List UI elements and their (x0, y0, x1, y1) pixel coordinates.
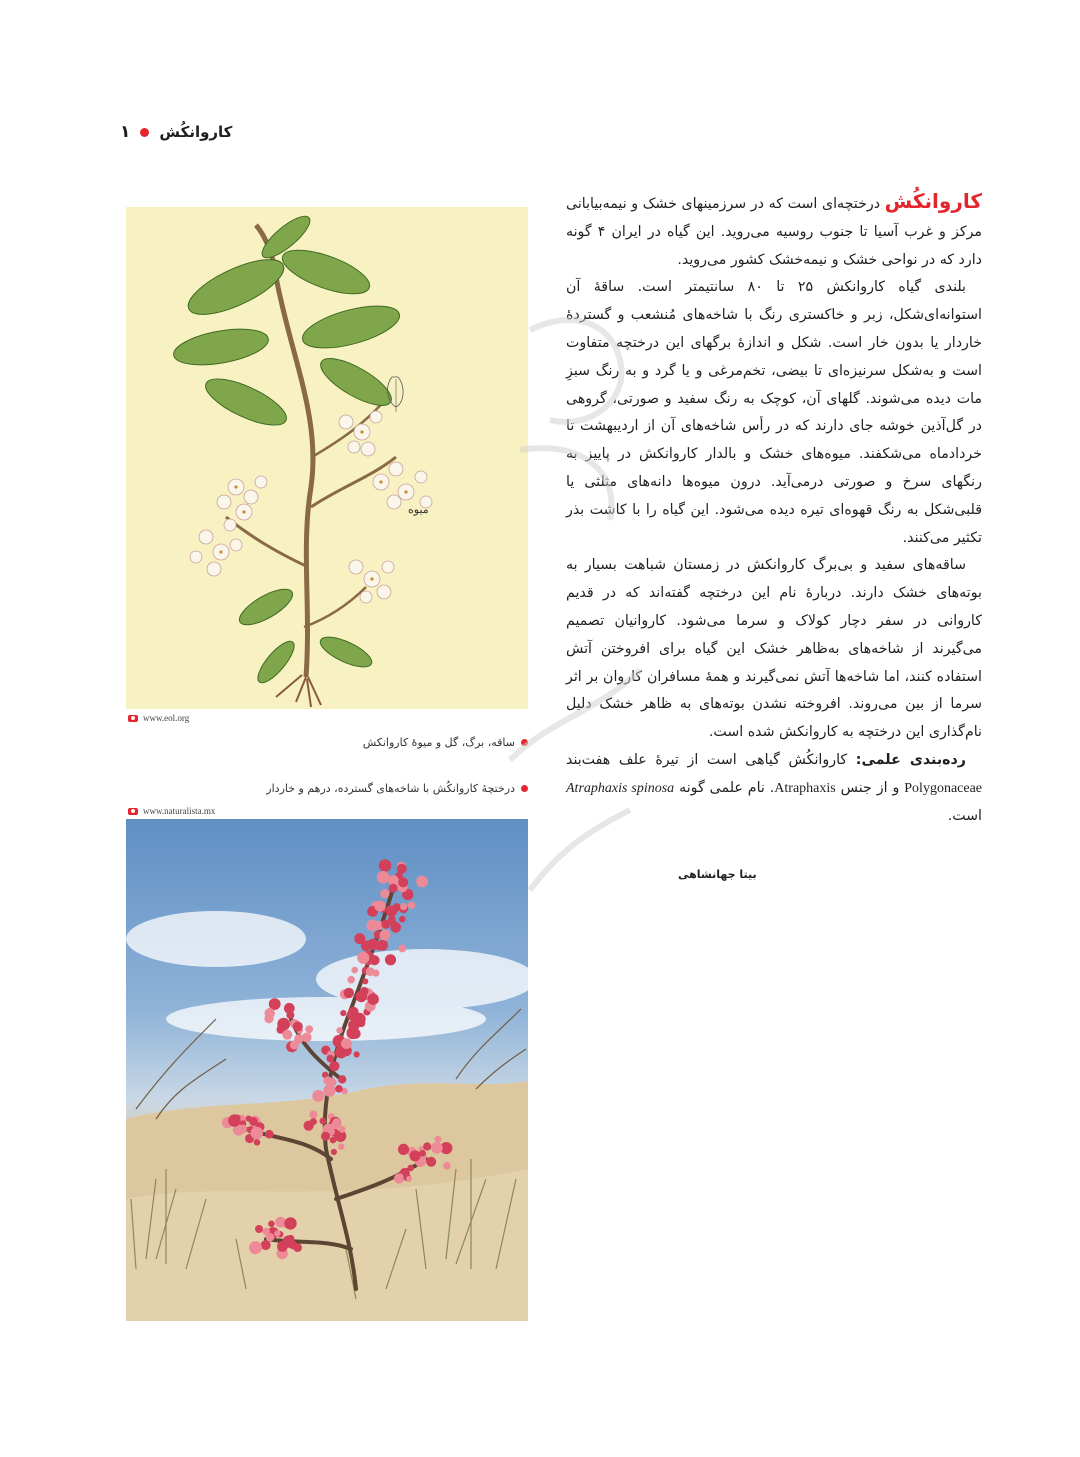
blossom (399, 916, 406, 923)
blossom (265, 1130, 274, 1139)
classification-label: رده‌بندی علمی: (855, 751, 966, 768)
species-name: Atraphaxis spinosa (566, 780, 675, 796)
blossom (367, 920, 379, 932)
blossom (350, 1029, 360, 1039)
blossom (331, 1120, 340, 1129)
botanical-illustration (126, 207, 528, 709)
camera-icon (128, 715, 138, 722)
blossom (348, 1007, 358, 1017)
blossom (255, 1225, 263, 1233)
blossom (406, 1176, 412, 1182)
blossom (394, 1173, 404, 1183)
blossom (385, 954, 396, 965)
credit-text: www.eol.org (143, 713, 190, 723)
shrub-photograph (126, 819, 528, 1321)
blossom (354, 1051, 360, 1057)
blossom (443, 1162, 451, 1170)
blossom (284, 1003, 295, 1014)
blossom (321, 1132, 330, 1141)
bullet-dot-icon (521, 739, 528, 746)
family-name: Polygonaceae (904, 780, 983, 796)
image-credit-top (128, 713, 189, 723)
blossom (407, 1165, 414, 1172)
blossom (312, 1090, 324, 1102)
blossom (266, 1008, 273, 1015)
paragraph-1-text: درختچه‌ای است که در سرزمینهای خشک و نیمه‌بیابانی مرکز و غرب آسیا تا جنوب روسیه می‌روید. این گیاه در ایران ۴ گونه دارد که در نواحی خشک و نیمه‌خشک کشور می‌روید. (566, 196, 982, 268)
blossom (354, 933, 365, 944)
paragraph-3: ساقه‌های سفید و بی‌برگ کاروانکش در زمستان شباهت بسیار به بوته‌های خشک دارند. دربارهٔ نام این درختچه گفته‌اند که در قدیم کاروانی در سفر دچار کولاک و سرما می‌شود. کاروانیان تصمیم می‌گیرند از شاخه‌های به‌ظاهر خشک این گیاه برای افروختن آتش استفاده کنند، اما شاخه‌ها آتش نمی‌گیرند و همهٔ مسافران کاروان بر اثر سرما از بین می‌روند. افروخته نشدن بوته‌های به ظاهر خشک دلیل نام‌گذاری این درختچه به کاروانکش شده است. (566, 557, 982, 741)
blossom (367, 939, 379, 951)
blossom (393, 903, 401, 911)
blossom (282, 1030, 292, 1040)
shrub-drawing (126, 819, 528, 1321)
paragraph-1 (566, 188, 982, 274)
blossom (426, 1157, 436, 1167)
blossom (335, 1085, 343, 1093)
blossom (410, 1150, 421, 1161)
bullet-dot-icon (521, 785, 528, 792)
blossom (249, 1117, 258, 1126)
blossom (416, 876, 428, 888)
blossom (389, 884, 398, 893)
article-body (566, 188, 983, 881)
classification-text-b: و از جنس (835, 779, 905, 796)
blossom (249, 1241, 262, 1254)
blossom (294, 1034, 303, 1043)
classification-text-c: . نام علمی گونه (674, 779, 775, 796)
blossom (338, 1143, 345, 1150)
blossom (351, 967, 358, 974)
blossom (369, 955, 379, 965)
blossom (277, 1018, 290, 1031)
blossom (374, 901, 385, 912)
camera-icon (128, 808, 138, 815)
blossom (431, 1142, 443, 1154)
blossom (398, 1144, 409, 1155)
headword: کاروانکُش (884, 189, 982, 213)
running-head (120, 122, 232, 142)
genus-name: Atraphaxis (774, 780, 836, 796)
blossom (423, 1142, 431, 1150)
blossom (400, 903, 407, 910)
blossom (388, 915, 395, 922)
blossom (336, 1027, 343, 1034)
blossom (309, 1111, 317, 1119)
blossom (380, 889, 389, 898)
blossom (366, 967, 375, 976)
blossom (284, 1217, 296, 1229)
caption-top (363, 736, 528, 749)
blossom (261, 1240, 271, 1250)
caption-bottom (266, 782, 528, 795)
caption-text: درختچهٔ کاروانکُش با شاخه‌های گسترده، درهم و خاردار (266, 782, 515, 795)
blossom (262, 1228, 270, 1236)
blossom (408, 901, 416, 909)
blossom (380, 930, 391, 941)
blossom (357, 952, 369, 964)
blossom (347, 976, 355, 984)
fruit-label: میوه (408, 503, 429, 516)
blossom (362, 978, 368, 984)
page-number: ۱ (120, 122, 131, 142)
image-credit-bottom (128, 806, 215, 816)
plant-drawing (126, 207, 528, 709)
blossom (338, 1075, 346, 1083)
blossom (398, 945, 406, 953)
blossom (397, 864, 407, 874)
blossom (329, 1061, 339, 1071)
blossom (379, 859, 392, 872)
credit-text: www.naturalista.mx (143, 806, 216, 816)
blossom (398, 877, 408, 887)
classification-text-d: است. (947, 807, 982, 824)
bullet-dot-icon (140, 128, 149, 137)
classification-text-a: کاروانکُش گیاهی است از تیرهٔ علف هفت‌بند (566, 751, 856, 768)
blossom (367, 993, 379, 1005)
blossom (340, 1010, 346, 1016)
blossom (344, 988, 354, 998)
blossom (331, 1149, 337, 1155)
blossom (320, 1118, 327, 1125)
blossom (356, 991, 368, 1003)
paragraph-4 (566, 747, 982, 830)
blossom (228, 1114, 240, 1126)
blossom (282, 1235, 294, 1247)
blossom (305, 1025, 313, 1033)
blossom (293, 1022, 303, 1032)
paragraph-2: بلندی گیاه کاروانکش ۲۵ تا ۸۰ سانتیمتر است. ساقهٔ آن استوانه‌ای‌شکل، زبر و خاکستری رنگ با شاخه‌های مُنشعب و گستردهٔ خاردار یا بدون خار است. شکل و اندازهٔ برگهای این درختچه متفاوت است و به‌شکل سرنیزه‌ای تا بیضی، تخم‌مرغی و یا گرد و به رنگ سبزِ مات دیده می‌شوند. گلهای آن، کوچک به رنگ سفید و صورتی، گروهی در گل‌آذین خوشه جای دارند که در رأس شاخه‌های آن از اردیبهشت تا خردادماه می‌شکفند. میوه‌های خشک و بالدار کاروانکش در پاییز به رنگهای سرخ و صورتی درمی‌آید. درون میوه‌ها دانه‌های مثلثی یا قلبی‌شکل به رنگ قهوه‌ای تیره دیده می‌شود. این گیاه را با کاشت بذر تکثیر می‌کنند. (566, 279, 982, 546)
blossom (310, 1118, 317, 1125)
blossom (275, 1217, 286, 1228)
author-byline: بیتا جهانشاهی (678, 868, 757, 881)
caption-text: ساقه، برگ، گل و میوهٔ کاروانکش (362, 736, 515, 749)
blossom (268, 1221, 275, 1228)
running-title: کاروانکُش (159, 123, 233, 141)
blossom (377, 871, 390, 884)
blossom (251, 1127, 264, 1140)
blossom (274, 1230, 280, 1236)
blossom (328, 1078, 336, 1086)
blossom (254, 1139, 261, 1146)
blossom (435, 1136, 442, 1143)
blossom (341, 1038, 352, 1049)
